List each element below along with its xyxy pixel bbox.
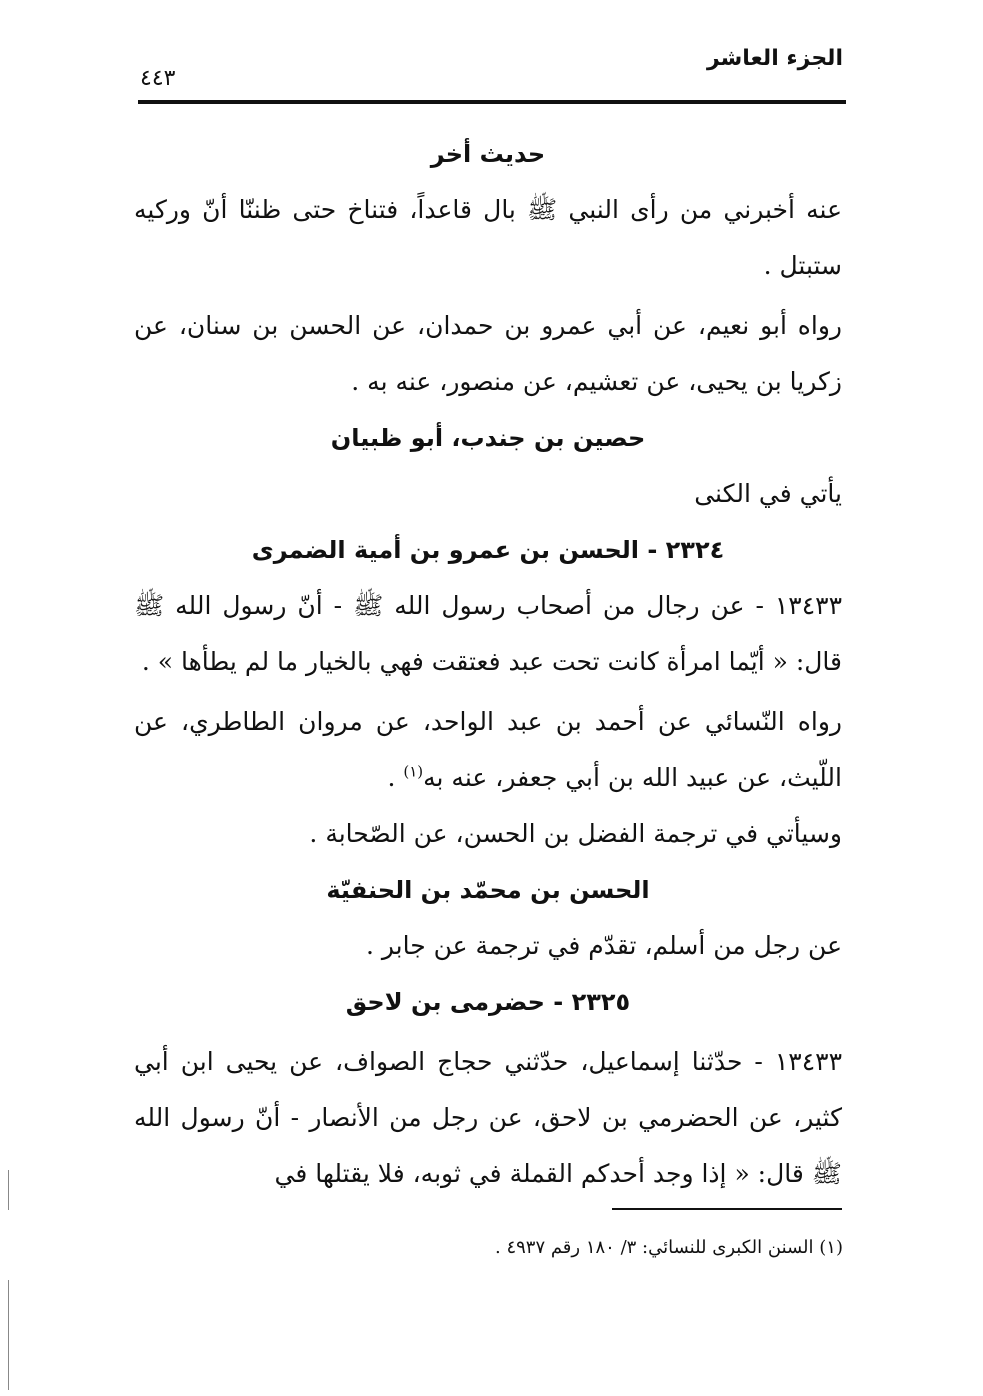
page-number: ٤٤٣: [140, 66, 176, 91]
running-head: الجزء العاشر: [706, 46, 843, 71]
scan-edge-mark: [8, 1170, 9, 1210]
main-text: [134, 126, 842, 1202]
section-heading-hasan-hanafiyya: الحسن بن محمّد بن الحنفيّة: [326, 876, 650, 904]
paragraph-cross-ref: وسيأتي في ترجمة الفضل بن الحسن، عن الصّحابة .: [309, 819, 842, 848]
footnote-rule: [612, 1208, 842, 1210]
footnote: (١) السنن الكبرى للنسائي: ٣/ ١٨٠ رقم ٤٩٣٧ .: [494, 1237, 843, 1258]
footnote-marker: (١): [403, 762, 424, 781]
paragraph-nasai-isnad: [134, 694, 842, 806]
section-heading-husayn: حصين بن جندب، أبو ظبيان: [330, 424, 646, 452]
section-heading-hadith: حديث أخر: [430, 140, 546, 168]
section-heading-2324: ٢٣٢٤ - الحسن بن عمرو بن أمية الضمرى: [251, 536, 725, 564]
paragraph-nasai-end: .: [387, 763, 404, 792]
paragraph-kuna-ref: يأتي في الكنى: [694, 479, 842, 508]
paragraph-hadith-13433: ١٣٤٣٣ - عن رجال من أصحاب رسول الله ﷺ - أنّ رسول الله ﷺ قال: « أيّما امرأة كانت تحت عبد فعتقت فهي بالخيار ما لم يطأها » .: [134, 591, 842, 676]
paragraph-nasai-text: رواه النّسائي عن أحمد بن عبد الواحد، عن مروان الطاطري، عن اللّيث، عن عبيد الله بن أبي جعفر، عنه به: [134, 707, 842, 792]
header-rule: [138, 100, 846, 104]
scan-edge-mark: [8, 1280, 9, 1390]
paragraph-isnad: رواه أبو نعيم، عن أبي عمرو بن حمدان، عن الحسن بن سنان، عن زكريا بن يحيى، عن تعشيم، عن منصور، عنه به .: [134, 311, 842, 396]
section-heading-2325: ٢٣٢٥ - حضرمى بن لاحق: [345, 988, 631, 1016]
paragraph-hadith-text: عنه أخبرني من رأى النبي ﷺ بال قاعداً، فتناخ حتى ظننّا أنّ وركيه ستبتل .: [134, 195, 842, 280]
paragraph-aslam: عن رجل من أسلم، تقدّم في ترجمة عن جابر .: [365, 931, 842, 960]
paragraph-hadith-qamla: ١٣٤٣٣ - حدّثنا إسماعيل، حدّثني حجاج الصواف، عن يحيى ابن أبي كثير، عن الحضرمي بن لاحق، عن رجل من الأنصار - أنّ رسول الله ﷺ قال: « إذا وجد أحدكم القملة في ثوبه، فلا يقتلها في: [134, 1047, 842, 1188]
